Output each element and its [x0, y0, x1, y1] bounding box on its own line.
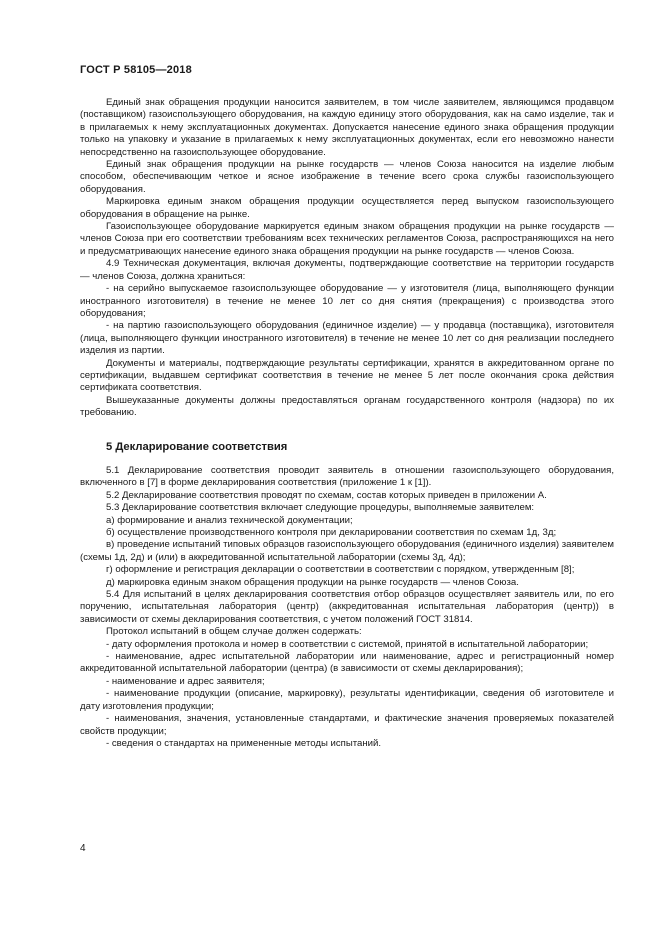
list-item: - наименование продукции (описание, маркировку), результаты идентификации, сведения об изготовителе и дату изготовления продукции; — [80, 688, 614, 712]
list-item: - наименование и адрес заявителя; — [106, 675, 265, 687]
list-item: - дату оформления протокола и номер в соответствии с системой, принятой в испытательной лаборатории; — [106, 638, 589, 650]
list-item: а) формирование и анализ технической документации; — [106, 514, 353, 526]
document-header: ГОСТ Р 58105—2018 — [80, 64, 192, 76]
paragraph: Единый знак обращения продукции на рынке государств — членов Союза наносится на изделие любым способом, обеспечивающим четкое и ясное изображение в течение всего срока службы газоиспользующего оборудования. — [80, 159, 614, 195]
list-item: г) оформление и регистрация декларации о соответствии в соответствии с порядком, утвержденным [8]; — [106, 564, 575, 576]
paragraph: 5.3 Декларирование соответствия включает следующие процедуры, выполняемые заявителем: — [106, 502, 535, 514]
list-item: - наименование, адрес испытательной лаборатории или наименование, адрес и регистрационный номер аккредитованной испытательной лаборатории (центра) (в зависимости от схемы декларирования); — [80, 651, 614, 675]
list-item: в) проведение испытаний типовых образцов газоиспользующего оборудования (единичного изделия) заявителем (схемы 1д, 2д) и (или) в аккредитованной испытательной лаборатории (схемы 3д, 4д); — [80, 539, 614, 563]
document-body — [80, 97, 614, 750]
section-title: 5 Декларирование соответствия — [106, 440, 288, 453]
paragraph: Вышеуказанные документы должны предоставляться органам государственного контроля (надзора) по их требованию. — [80, 394, 614, 419]
list-item: б) осуществление производственного контроля при декларировании соответствия по схемам 1д, 3д; — [106, 527, 557, 538]
list-item: д) маркировка единым знаком обращения продукции на рынке государств — членов Союза. — [106, 576, 519, 588]
paragraph: Газоиспользующее оборудование маркируется единым знаком обращения продукции на рынке государств — членов Союза при его соответствии требованиям всех технических регламентов Союза, распространяющихся на него и предусматривающих нанесение единого знака обращения продукции на рынке государств — членов Союза. — [80, 221, 614, 257]
list-item: - на партию газоиспользующего оборудования (единичное изделие) — у продавца (поставщика), изготовителя (лица, выполняющего функции иностранного изготовителя) в течение не менее 10 лет со дня реализации последнего изделия из партии. — [80, 320, 614, 357]
paragraph: Документы и материалы, подтверждающие результаты сертификации, хранятся в аккредитованном органе по сертификации, выдавшем сертификат соответствия в течение не менее 5 лет после окончания срока действия сертификата соответствия. — [80, 357, 614, 394]
paragraph: Единый знак обращения продукции наносится заявителем, в том числе заявителем, являющимся продавцом (поставщиком) газоиспользующего оборудования, на каждую единицу этого оборудования, как на само изделие, так и в прилагаемых к нему эксплуатационных документах. Допускается нанесение единого знака обращения продукции только на упаковку и указание в прилагаемых к нему эксплуатационных документах, если его невозможно нанести непосредственно на газоиспользующее оборудование. — [80, 97, 614, 158]
list-item: - наименования, значения, установленные стандартами, и фактические значения проверяемых показателей свойств продукции; — [80, 713, 614, 737]
list-item: - сведения о стандартах на примененные методы испытаний. — [106, 737, 382, 749]
paragraph: Маркировка единым знаком обращения продукции осуществляется перед выпуском газоиспользующего оборудования в обращение на рынке. — [80, 196, 614, 220]
paragraph: 5.2 Декларирование соответствия проводят по схемам, состав которых приведен в приложении А. — [106, 489, 547, 501]
list-item: - на серийно выпускаемое газоиспользующее оборудование — у изготовителя (лица, выполняющего функции иностранного изготовителя) в течение не менее 10 лет со дня снятия (прекращения) с производства этого оборудования; — [80, 283, 614, 319]
paragraph: 5.1 Декларирование соответствия проводит заявитель в отношении газоиспользующего оборудования, включенного в [7] в форме декларирования соответствия (приложение 1 к [1]). — [80, 464, 614, 489]
paragraph: Протокол испытаний в общем случае должен содержать: — [106, 626, 362, 638]
paragraph: 4.9 Техническая документация, включая документы, подтверждающие соответствие на территории государств — членов Союза, должна храниться: — [80, 258, 614, 282]
page-number: 4 — [80, 843, 86, 854]
paragraph: 5.4 Для испытаний в целях декларирования соответствия отбор образцов осуществляет заявитель или, по его поручению, испытательная лаборатория (центр) (аккредитованная испытательная лаборатория (центр)) в зависимости от схемы декларирования соответствия, с учетом положений ГОСТ 31814. — [80, 589, 614, 625]
